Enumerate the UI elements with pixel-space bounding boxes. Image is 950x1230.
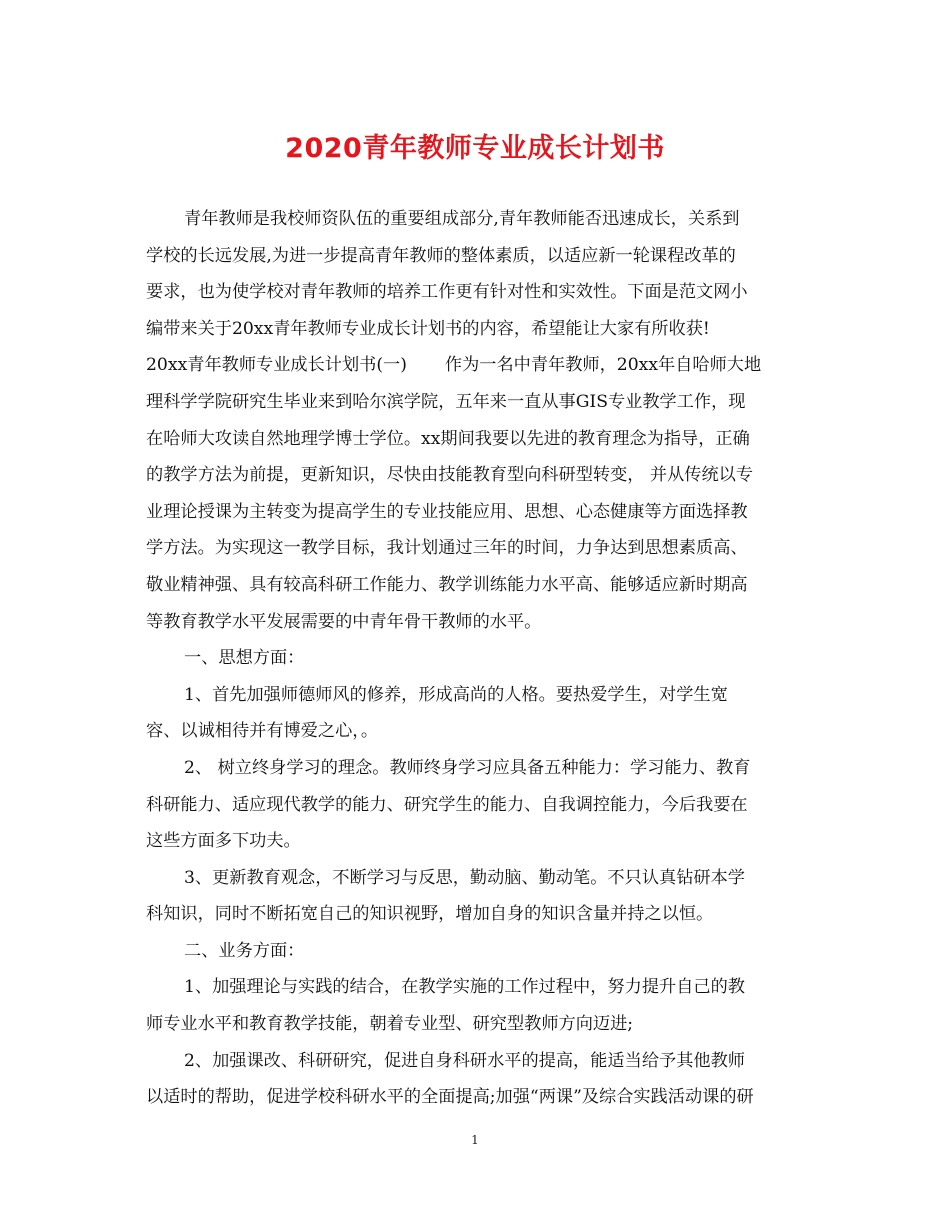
paragraph-line: 学方法。为实现这一教学目标，我计划通过三年的时间，力争达到思想素质高、	[146, 538, 748, 559]
paragraph-line: 科研能力、适应现代教学的能力、研究学生的能力、自我调控能力，今后我要在	[146, 794, 748, 815]
paragraph-line: 编带来关于20xx青年教师专业成长计划书的内容，希望能让大家有所收获!	[146, 318, 710, 339]
paragraph-line: 2、 树立终身学习的理念。教师终身学习应具备五种能力：学习能力、教育	[184, 757, 751, 778]
paragraph-line: 等教育教学水平发展需要的中青年骨干教师的水平。	[146, 611, 542, 632]
page-number: 1	[471, 1133, 479, 1147]
paragraph-line: 学校的长远发展,为进一步提高青年教师的整体素质，以适应新一轮课程改革的	[146, 245, 736, 266]
paragraph-line: 科知识，同时不断拓宽自己的知识视野，增加自身的知识含量并持之以恒。	[146, 904, 714, 925]
paragraph-line: 师专业水平和教育教学技能，朝着专业型、研究型教师方向迈进;	[146, 1014, 634, 1035]
paragraph-line: 业理论授课为主转变为提高学生的专业技能应用、思想、心态健康等方面选择教	[146, 501, 748, 522]
paragraph-line: 3、更新教育观念，不断学习与反思，勤动脑、勤动笔。不只认真钻研本学	[184, 867, 745, 888]
paragraph-line: 在哈师大攻读自然地理学博士学位。xx期间我要以先进的教育理念为指导，正确	[146, 428, 750, 449]
paragraph-line: 这些方面多下功夫。	[146, 831, 301, 852]
paragraph-line: 理科学学院研究生毕业来到哈尔滨学院，五年来一直从事GIS专业教学工作，现	[146, 391, 746, 412]
paragraph-line: 2、加强课改、科研研究，促进自身科研水平的提高，能适当给予其他教师	[184, 1050, 745, 1071]
paragraph-line: 以适时的帮助，促进学校科研水平的全面提高;加强“两课”及综合实践活动课的研	[146, 1087, 754, 1108]
section-heading: 20xx青年教师专业成长计划书(一)	[146, 355, 407, 376]
paragraph-line: 的教学方法为前提，更新知识，尽快由技能教育型向科研型转变， 并从传统以专	[146, 465, 754, 486]
section-heading: 一、思想方面：	[184, 648, 305, 669]
document-title: 2020青年教师专业成长计划书	[285, 133, 665, 164]
paragraph-line: 容、以诚相待并有博爱之心，。	[146, 721, 379, 742]
paragraph-line: 1、首先加强师德师风的修养，形成高尚的人格。要热爱学生，对学生宽	[184, 684, 728, 705]
paragraph-line: 1、加强理论与实践的结合，在教学实施的工作过程中，努力提升自己的教	[184, 977, 745, 998]
paragraph-line: 青年教师是我校师资队伍的重要组成部分,青年教师能否迅速成长，关系到	[184, 209, 740, 229]
paragraph-line: 敬业精神强、具有较高科研工作能力、教学训练能力水平高、能够适应新时期高	[146, 574, 748, 595]
paragraph-line: 要求，也为使学校对青年教师的培养工作更有针对性和实效性。下面是范文网小	[146, 282, 748, 303]
document-body	[146, 201, 806, 1116]
section-heading: 二、业务方面：	[184, 940, 305, 961]
paragraph-line	[146, 347, 806, 384]
paragraph-text: 作为一名中青年教师，20xx年自哈师大地	[444, 355, 762, 376]
